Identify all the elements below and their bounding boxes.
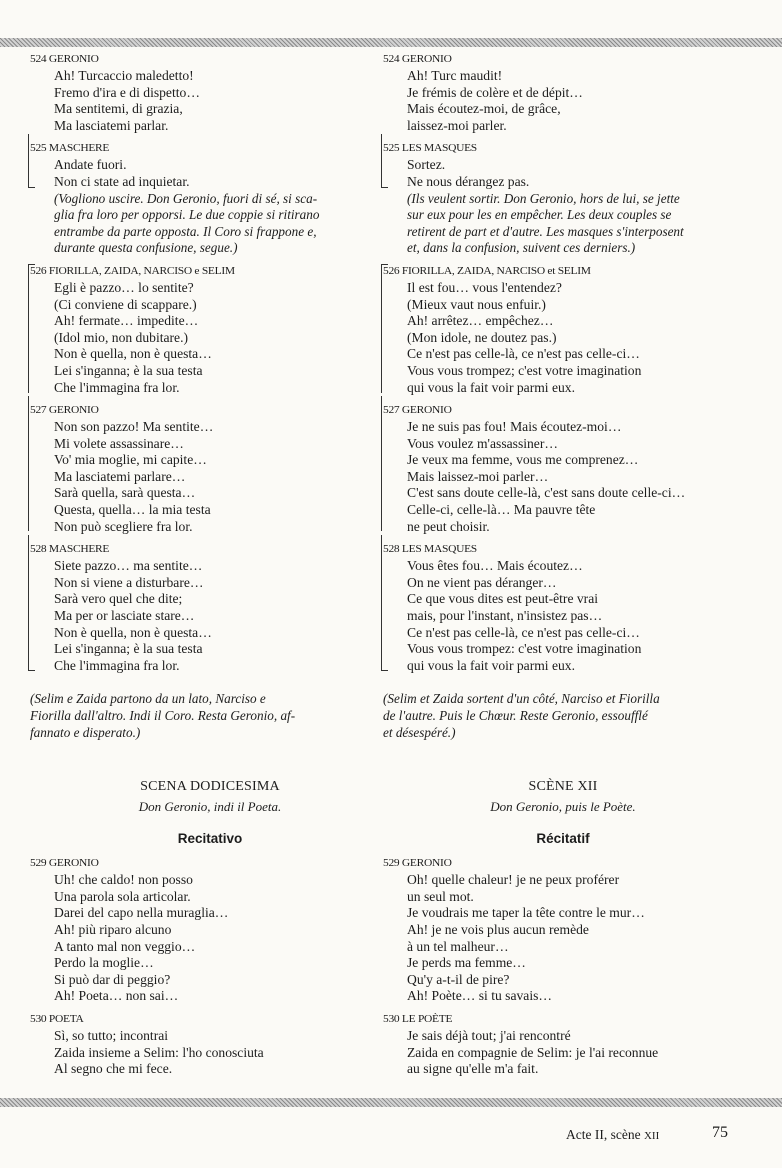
verse-line: qui vous la fait voir parmi eux. — [407, 657, 575, 673]
italian-column — [30, 52, 390, 1085]
speech-entry — [383, 52, 743, 134]
verse-line: C'est sans doute celle-là, c'est sans doute celle-ci… — [407, 485, 686, 501]
verse-line: ne peut choisir. — [407, 518, 490, 534]
verse-line: On ne vient pas déranger… — [407, 574, 557, 590]
verse-line: Perdo la moglie… — [54, 955, 154, 971]
verse-lines — [383, 872, 743, 1005]
verse-lines — [383, 558, 743, 674]
speech-entry — [30, 1012, 390, 1078]
verse-line: Je voudrais me taper la tête contre le mur… — [407, 905, 645, 921]
verse-lines — [30, 558, 390, 674]
speech-entry — [383, 856, 743, 1005]
verse-line: au signe qu'elle m'a fait. — [407, 1061, 539, 1077]
verse-line: Non può scegliere fra lor. — [54, 518, 193, 534]
speaker-name: 528 MASCHERE — [30, 544, 110, 556]
speaker-name: 524 GERONIO — [383, 53, 452, 66]
speaker-name: 527 GERONIO — [30, 404, 99, 417]
verse-line: Je ne suis pas fou! Mais écoutez-moi… — [407, 419, 622, 435]
stage-line: de l'autre. Puis le Chœur. Reste Geronio, essoufflé — [383, 708, 648, 723]
verse-line: Ah! fermate… impedite… — [54, 313, 199, 329]
verse-line: laissez-moi parler. — [407, 117, 507, 133]
speaker-name: 526 FIORILLA, ZAIDA, NARCISO et SELIM — [383, 265, 591, 277]
speaker-name: 527 GERONIO — [383, 404, 452, 417]
verse-line: Oh! quelle chaleur! je ne peux proférer — [407, 872, 620, 888]
verse-line: à un tel malheur… — [407, 938, 509, 954]
speech-entry — [30, 52, 390, 134]
speaker-name: 530 POETA — [30, 1013, 84, 1025]
verse-line: mais, pour l'instant, n'insistez pas… — [407, 608, 603, 624]
verse-line: (Mon idole, ne doutez pas.) — [407, 329, 557, 345]
bracket-line — [381, 396, 388, 531]
verse-line: Siete pazzo… ma sentite… — [54, 558, 203, 574]
verse-line: Che l'immagina fra lor. — [54, 657, 180, 673]
verse-line: Sarà quella, sarà questa… — [54, 485, 196, 501]
bracket-line — [28, 264, 35, 393]
stage-line: et désespéré.) — [383, 724, 456, 740]
speech-entry — [30, 856, 390, 1005]
verse-line: Sì, so tutto; incontrai — [54, 1027, 169, 1043]
verse-line: Non è quella, non è questa… — [54, 624, 212, 640]
closing-stage-direction — [30, 691, 390, 741]
bottom-border — [0, 1098, 782, 1107]
verse-line: Ah! arrêtez… empêchez… — [407, 313, 554, 329]
scene-characters: Don Geronio, indi il Poeta. — [138, 799, 282, 815]
verse-lines — [30, 419, 390, 535]
verse-line: Je perds ma femme… — [407, 955, 526, 971]
scene-heading — [30, 779, 390, 815]
verse-line: Qu'y a-t-il de pire? — [407, 971, 510, 987]
verse-line: Ah! Turcaccio maledetto! — [54, 68, 194, 83]
verse-line: Ce que vous dites est peut-être vrai — [407, 591, 599, 607]
speech-entry — [383, 1012, 743, 1078]
speech-entry — [383, 403, 743, 535]
verse-lines — [30, 157, 390, 190]
verse-line: qui vous la fait voir parmi eux. — [407, 379, 575, 395]
verse-line: Ah! più riparo alcuno — [54, 921, 172, 937]
verse-line: Ce n'est pas celle-là, ce n'est pas celle-ci… — [407, 624, 640, 640]
verse-line: Mi volete assassinare… — [54, 435, 184, 451]
stage-line: Fiorilla dall'altro. Indi il Coro. Resta Geronio, af- — [30, 708, 296, 723]
speaker-name: 529 GERONIO — [30, 858, 99, 870]
stage-line: et, dans la confusion, suivent ces derniers.) — [407, 240, 636, 256]
scene-title: SCÈNE XII — [528, 779, 598, 795]
verse-line: (Idol mio, non dubitare.) — [54, 329, 189, 345]
verse-line: Che l'immagina fra lor. — [54, 379, 180, 395]
stage-line: entrambe da parte opposta. Il Coro si frappone e, — [54, 223, 317, 239]
verse-line: Sarà vero quel che dite; — [54, 591, 183, 607]
verse-line: Ah! Poeta… non sai… — [54, 988, 179, 1004]
verse-line: Vous êtes fou… Mais écoutez… — [407, 558, 583, 574]
verse-lines — [30, 280, 390, 396]
speaker-name: 530 LE POÈTE — [383, 1013, 453, 1025]
bracket-line — [28, 535, 35, 671]
verse-line: Una parola sola articolar. — [54, 888, 191, 904]
verse-line: Lei s'inganna; è la sua testa — [54, 362, 203, 378]
verse-line: Zaida insieme a Selim: l'ho conosciuta — [54, 1044, 264, 1060]
stage-direction — [30, 191, 390, 257]
verse-line: Si può dar di peggio? — [54, 971, 171, 987]
verse-line: Celle-ci, celle-là… Ma pauvre tête — [407, 502, 596, 518]
stage-line: (Selim et Zaida sortent d'un côté, Narciso et Fiorilla — [383, 691, 660, 707]
verse-line: Il est fou… vous l'entendez? — [407, 279, 562, 295]
verse-line: Je frémis de colère et de dépit… — [407, 84, 583, 100]
verse-line: Ce n'est pas celle-là, ce n'est pas celle-ci… — [407, 346, 640, 362]
verse-line: Mais laissez-moi parler… — [407, 468, 549, 484]
bracket-line — [381, 535, 388, 671]
verse-line: Fremo d'ira e di dispetto… — [54, 84, 200, 100]
speaker-name: 529 GERONIO — [383, 858, 452, 870]
verse-line: Mais écoutez-moi, de grâce, — [407, 101, 561, 117]
recitative-label: Récitatif — [536, 831, 590, 847]
stage-line: retirent de part et d'autre. Les masques s'interposent — [407, 223, 684, 239]
verse-line: Je veux ma femme, vous me comprenez… — [407, 452, 639, 468]
verse-line: Darei del capo nella muraglia… — [54, 905, 229, 921]
verse-line: Questa, quella… la mia testa — [54, 502, 211, 518]
verse-line: Ah! Turc maudit! — [407, 68, 503, 83]
verse-line: Non son pazzo! Ma sentite… — [54, 419, 214, 435]
stage-line: (Selim e Zaida partono da un lato, Narciso e — [30, 691, 266, 707]
bracket-line — [28, 134, 35, 187]
bracket-line — [28, 396, 35, 531]
verse-line: Vo' mia moglie, mi capite… — [54, 452, 207, 468]
bracket-line — [381, 264, 388, 393]
speaker-name: 526 FIORILLA, ZAIDA, NARCISO e SELIM — [30, 265, 235, 277]
closing-stage-direction — [383, 691, 743, 741]
verse-line: un seul mot. — [407, 888, 474, 904]
speech-entry — [383, 141, 743, 257]
stage-line: (Vogliono uscire. Don Geronio, fuori di sé, si sca- — [54, 190, 318, 206]
verse-line: Vous vous trompez; c'est votre imagination — [407, 362, 642, 378]
verse-line: Al segno che mi fece. — [54, 1061, 173, 1077]
verse-lines — [383, 1028, 743, 1078]
stage-direction — [383, 191, 743, 257]
verse-lines — [383, 419, 743, 535]
verse-line: Lei s'inganna; è la sua testa — [54, 641, 203, 657]
speech-entry — [383, 264, 743, 396]
speech-entry — [30, 403, 390, 535]
french-column — [383, 52, 743, 1085]
verse-line: Je sais déjà tout; j'ai rencontré — [407, 1027, 571, 1043]
verse-line: A tanto mal non veggio… — [54, 938, 196, 954]
verse-line: Ah! je ne vois plus aucun remède — [407, 921, 589, 937]
recitative-label: Recitativo — [177, 831, 243, 847]
verse-line: Egli è pazzo… lo sentite? — [54, 279, 194, 295]
scene-heading — [383, 779, 743, 815]
stage-line: glia fra loro per opporsi. Le due coppie si ritirano — [54, 207, 320, 223]
verse-line: Ah! Poète… si tu savais… — [407, 988, 552, 1004]
scene-characters: Don Geronio, puis le Poète. — [490, 799, 636, 815]
speech-entry — [30, 141, 390, 257]
verse-line: Uh! che caldo! non posso — [54, 872, 193, 888]
verse-line: Vous vous trompez: c'est votre imagination — [407, 641, 642, 657]
verse-line: Non è quella, non è questa… — [54, 346, 212, 362]
verse-line: Ne nous dérangez pas. — [407, 173, 530, 189]
speech-entry — [383, 542, 743, 674]
speech-entry — [30, 264, 390, 396]
verse-line: Andate fuori. — [54, 157, 127, 173]
verse-line: Ma per or lasciate stare… — [54, 608, 195, 624]
verse-line: Non si viene a disturbare… — [54, 574, 204, 590]
verse-lines — [30, 1028, 390, 1078]
verse-lines — [30, 872, 390, 1005]
stage-line: fannato e disperato.) — [30, 724, 141, 740]
verse-line: Sortez. — [407, 157, 446, 173]
stage-line: sur eux pour les en empêcher. Les deux couples se — [407, 207, 672, 223]
speaker-name: 528 LES MASQUES — [383, 544, 477, 556]
verse-line: Non ci state ad inquietar. — [54, 173, 190, 189]
bracket-line — [381, 134, 388, 187]
running-head: Acte II, scène XII — [566, 1127, 660, 1142]
verse-line: (Mieux vaut nous enfuir.) — [407, 296, 546, 312]
verse-line: Ma lasciatemi parlar. — [54, 117, 169, 133]
speaker-name: 525 MASCHERE — [30, 143, 110, 155]
verse-lines — [383, 280, 743, 396]
verse-lines — [383, 157, 743, 190]
speech-entry — [30, 542, 390, 674]
page-number: 75 — [712, 1124, 728, 1141]
stage-line: durante questa confusione, segue.) — [54, 240, 238, 256]
stage-line: (Ils veulent sortir. Don Geronio, hors de lui, se jette — [407, 190, 680, 206]
verse-line: Zaida en compagnie de Selim: je l'ai reconnue — [407, 1044, 659, 1060]
speaker-name: 525 LES MASQUES — [383, 143, 477, 155]
verse-line: Ma lasciatemi parlare… — [54, 468, 186, 484]
verse-line: Ma sentitemi, di grazia, — [54, 101, 183, 117]
verse-lines — [30, 68, 390, 134]
verse-lines — [383, 68, 743, 134]
speaker-name: 524 GERONIO — [30, 53, 99, 66]
verse-line: Vous voulez m'assassiner… — [407, 435, 558, 451]
scene-title: SCENA DODICESIMA — [140, 779, 280, 795]
verse-line: (Ci conviene di scappare.) — [54, 296, 197, 312]
top-border — [0, 38, 782, 47]
